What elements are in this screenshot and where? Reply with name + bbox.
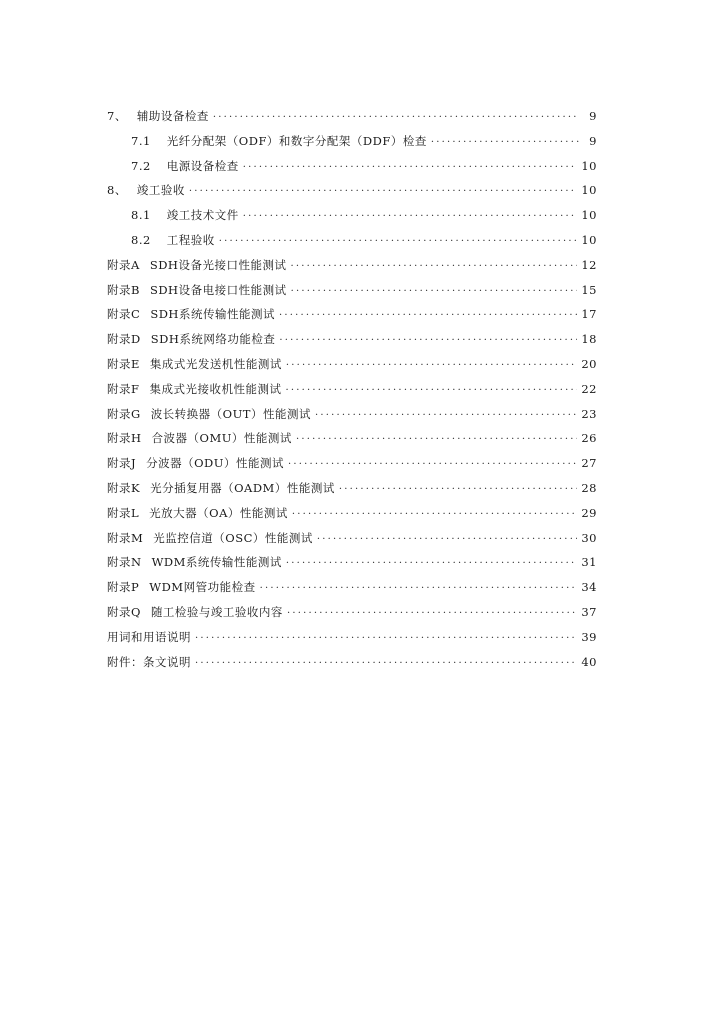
toc-entry-title: 随工检验与竣工验收内容 <box>150 604 283 619</box>
table-of-contents <box>107 108 597 678</box>
toc-entry[interactable] <box>107 530 597 555</box>
toc-entry-title: 竣工验收 <box>136 183 185 198</box>
toc-leader-dots <box>290 261 577 272</box>
toc-entry-title: 光纤分配架（ODF）和数字分配架（DDF）检查 <box>166 133 427 148</box>
toc-entry-page: 39 <box>581 629 597 644</box>
toc-leader-dots <box>195 658 577 669</box>
toc-entry[interactable] <box>107 356 597 381</box>
toc-entry[interactable] <box>107 505 597 530</box>
toc-leader-dots <box>339 484 578 495</box>
toc-leader-dots <box>189 186 578 197</box>
toc-entry-number: 附录C <box>107 307 141 322</box>
toc-entry-page: 20 <box>581 356 597 371</box>
toc-leader-dots <box>243 211 578 222</box>
toc-leader-dots <box>431 137 579 148</box>
toc-entry[interactable] <box>107 430 597 455</box>
toc-entry-title: WDM系统传输性能测试 <box>151 555 282 570</box>
toc-entry-number: 附录P <box>107 580 140 595</box>
toc-leader-dots <box>219 236 578 247</box>
toc-entry-page: 10 <box>581 208 597 223</box>
toc-entry-page: 10 <box>581 232 597 247</box>
toc-entry-title: 光监控信道（OSC）性能测试 <box>153 530 313 545</box>
toc-entry-title: SDH设备光接口性能测试 <box>149 257 287 272</box>
toc-entry-title: WDM网管功能检查 <box>149 580 256 595</box>
toc-leader-dots <box>291 286 578 297</box>
toc-entry-page: 15 <box>581 282 597 297</box>
toc-entry[interactable] <box>107 579 597 604</box>
toc-entry-page: 37 <box>581 604 597 619</box>
toc-entry-title: SDH系统传输性能测试 <box>150 307 275 322</box>
toc-entry-number: 附录N <box>107 555 142 570</box>
toc-entry-number: 附录B <box>107 282 140 297</box>
toc-entry-page: 23 <box>581 406 597 421</box>
toc-leader-dots <box>279 335 577 346</box>
toc-entry-page: 26 <box>581 431 597 446</box>
toc-entry-number: 附录H <box>107 431 142 446</box>
toc-leader-dots <box>287 608 577 619</box>
toc-entry-number: 8.2 <box>131 232 151 247</box>
toc-entry-title: 附件：条文说明 <box>107 654 191 669</box>
toc-entry[interactable] <box>107 455 597 480</box>
toc-entry-number: 7、 <box>107 109 127 123</box>
toc-entry[interactable] <box>107 133 597 158</box>
toc-entry-title: 波长转换器（OUT）性能测试 <box>150 406 311 421</box>
toc-entry-title: 集成式光发送机性能测试 <box>149 356 282 371</box>
toc-leader-dots <box>279 310 577 321</box>
toc-entry-page: 10 <box>581 158 597 173</box>
toc-entry-page: 10 <box>581 183 597 198</box>
toc-entry[interactable] <box>107 604 597 629</box>
toc-leader-dots <box>315 410 577 421</box>
toc-entry-page: 29 <box>581 505 597 520</box>
toc-entry[interactable] <box>107 282 597 307</box>
toc-entry-title: 合波器（OMU）性能测试 <box>151 431 292 446</box>
toc-leader-dots <box>286 360 577 371</box>
toc-entry-page: 22 <box>581 381 597 396</box>
toc-entry[interactable] <box>107 108 597 133</box>
toc-leader-dots <box>195 633 577 644</box>
toc-entry-number: 附录M <box>107 530 144 545</box>
toc-entry-number: 8.1 <box>131 208 151 223</box>
toc-entry-number: 附录K <box>107 480 141 495</box>
toc-entry[interactable] <box>107 331 597 356</box>
toc-entry-number: 附录G <box>107 406 141 421</box>
toc-entry-number: 附录F <box>107 381 140 396</box>
toc-entry-number: 7.1 <box>131 133 151 148</box>
toc-entry[interactable] <box>107 232 597 257</box>
toc-entry-title: 工程验收 <box>166 232 215 247</box>
toc-entry-page: 34 <box>581 580 597 595</box>
toc-entry-number: 附录L <box>107 505 140 520</box>
toc-entry-title: 辅助设备检查 <box>136 109 209 123</box>
toc-entry-number: 附录J <box>107 456 137 471</box>
toc-entry-title: 竣工技术文件 <box>166 208 239 223</box>
toc-entry-page: 17 <box>581 307 597 322</box>
toc-entry-title: 光分插复用器（OADM）性能测试 <box>150 480 335 495</box>
toc-leader-dots <box>285 385 577 396</box>
toc-entry-title: 光放大器（OA）性能测试 <box>149 505 288 520</box>
toc-entry[interactable] <box>107 207 597 232</box>
toc-entry[interactable] <box>107 654 597 679</box>
toc-leader-dots <box>286 558 577 569</box>
toc-entry[interactable] <box>107 182 597 207</box>
toc-leader-dots <box>292 509 577 520</box>
toc-entry-number: 8、 <box>107 183 127 198</box>
toc-entry-title: 用词和用语说明 <box>107 629 191 644</box>
toc-leader-dots <box>288 459 577 470</box>
toc-leader-dots <box>260 583 578 594</box>
toc-entry[interactable] <box>107 480 597 505</box>
toc-entry-page: 27 <box>581 456 597 471</box>
toc-entry-page: 30 <box>581 530 597 545</box>
toc-entry-title: SDH系统网络功能检查 <box>150 332 276 347</box>
toc-entry[interactable] <box>107 257 597 282</box>
toc-entry-number: 附录Q <box>107 604 141 619</box>
toc-entry-title: SDH设备电接口性能测试 <box>149 282 287 297</box>
toc-leader-dots <box>213 112 579 123</box>
toc-entry-page: 12 <box>581 257 597 272</box>
toc-entry-page: 40 <box>581 654 597 669</box>
toc-entry-title: 电源设备检查 <box>166 158 239 173</box>
toc-entry-page: 28 <box>581 480 597 495</box>
toc-entry[interactable] <box>107 306 597 331</box>
toc-entry-title: 分波器（ODU）性能测试 <box>146 456 284 471</box>
toc-entry-number: 附录E <box>107 356 140 371</box>
toc-entry[interactable] <box>107 554 597 579</box>
toc-entry-page: 18 <box>581 332 597 347</box>
toc-entry[interactable] <box>107 406 597 431</box>
toc-entry-number: 附录A <box>107 257 140 272</box>
toc-entry-page: 31 <box>581 555 597 570</box>
toc-entry-number: 7.2 <box>131 158 151 173</box>
toc-entry-page: 9 <box>589 109 597 123</box>
toc-entry[interactable] <box>107 381 597 406</box>
toc-leader-dots <box>243 162 578 173</box>
toc-entry-page: 9 <box>589 133 597 148</box>
toc-entry-title: 集成式光接收机性能测试 <box>149 381 282 396</box>
toc-leader-dots <box>296 434 577 445</box>
toc-leader-dots <box>317 534 577 545</box>
toc-entry[interactable] <box>107 629 597 654</box>
toc-entry-number: 附录D <box>107 332 141 347</box>
toc-entry[interactable] <box>107 158 597 183</box>
